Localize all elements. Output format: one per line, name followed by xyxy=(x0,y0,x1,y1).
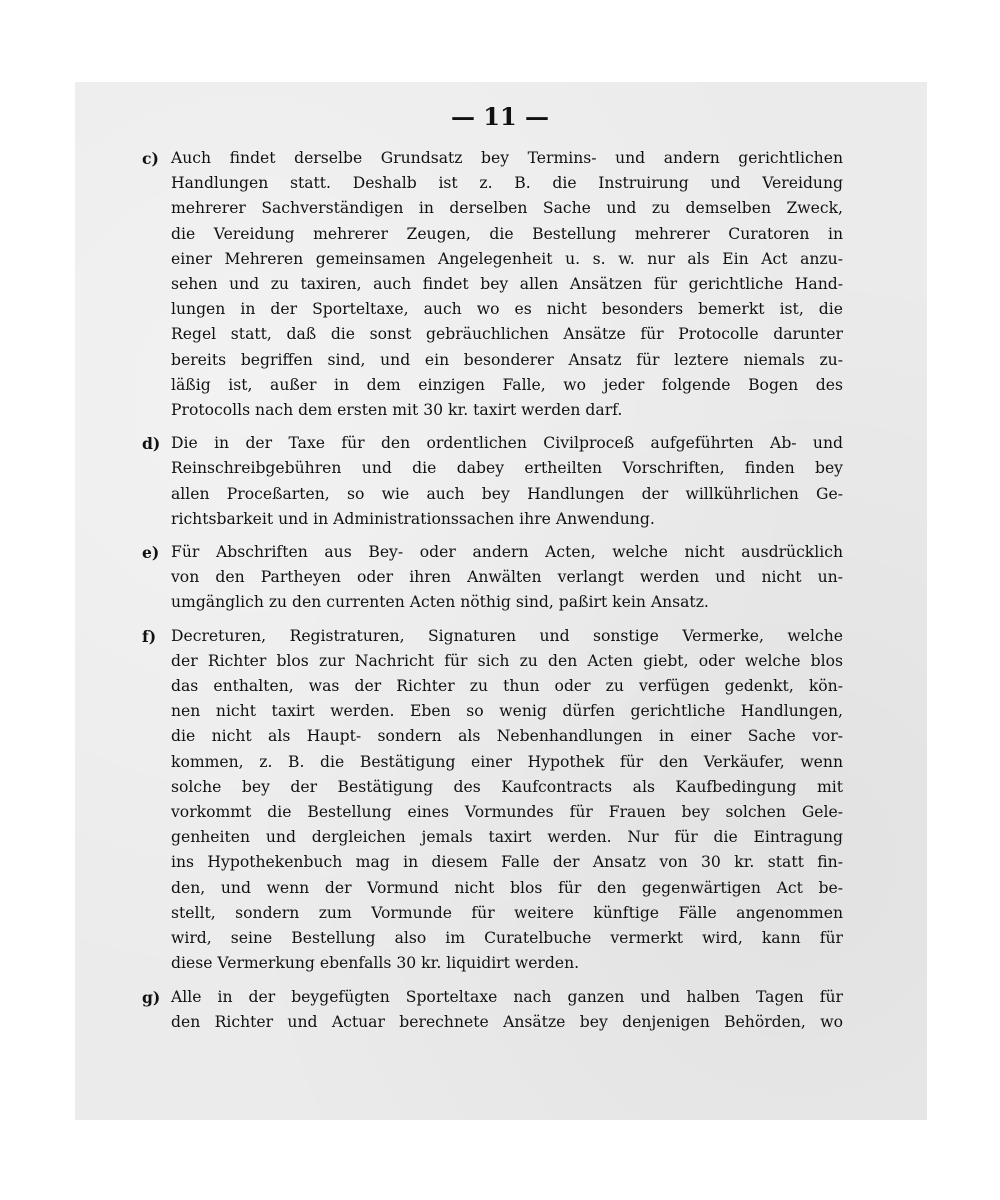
text-line: den Richter und Actuar berechnete Ansätze bey denjenigen Behörden, wo xyxy=(171,1012,843,1031)
text-line: umgänglich zu den currenten Acten nöthig sind, paßirt kein Ansatz. xyxy=(171,593,709,612)
text-line: Decreturen, Registraturen, Signaturen und sonstige Vermerke, welche xyxy=(171,626,843,645)
text-line: wird, seine Bestellung also im Curatelbuche vermerkt wird, kann für xyxy=(171,929,843,948)
text-line: die nicht als Haupt- sondern als Nebenhandlungen in einer Sache vor- xyxy=(171,727,843,746)
text-line: solche bey der Bestätigung des Kaufcontracts als Kaufbedingung mit xyxy=(171,777,843,796)
paragraph xyxy=(135,431,843,532)
paragraph-marker: d) xyxy=(142,434,161,454)
text-line: sehen und zu taxiren, auch findet bey allen Ansätzen für gerichtliche Hand- xyxy=(171,275,843,294)
text-line: das enthalten, was der Richter zu thun oder zu verfügen gedenkt, kön- xyxy=(171,677,843,696)
text-line: vorkommt die Bestellung eines Vormundes für Frauen bey solchen Gele- xyxy=(171,803,843,822)
paragraph xyxy=(135,146,843,423)
text-line: Protocolls nach dem ersten mit 30 kr. taxirt werden darf. xyxy=(171,401,623,420)
text-line: Handlungen statt. Deshalb ist z. B. die Instruirung und Vereidung xyxy=(171,174,843,193)
text-body xyxy=(135,146,843,1043)
text-line: Für Abschriften aus Bey- oder andern Acten, welche nicht ausdrücklich xyxy=(171,543,843,562)
text-line: mehrerer Sachverständigen in derselben Sache und zu demselben Zweck, xyxy=(171,199,843,218)
text-line: Auch findet derselbe Grundsatz bey Termins- und andern gerichtlichen xyxy=(171,149,843,167)
text-line: Regel statt, daß die sonst gebräuchlichen Ansätze für Protocolle darunter xyxy=(171,325,843,344)
page-number: — 11 — xyxy=(450,102,550,131)
text-line: bereits begriffen sind, und ein besonderer Ansatz für leztere niemals zu- xyxy=(171,350,843,369)
paragraph-marker: c) xyxy=(142,149,159,168)
text-line: den, und wenn der Vormund nicht blos für den gegenwärtigen Act be- xyxy=(171,878,843,897)
text-line: läßig ist, außer in dem einzigen Falle, wo jeder folgende Bogen des xyxy=(171,375,843,394)
text-line: Die in der Taxe für den ordentlichen Civilproceß aufgeführten Ab- und xyxy=(171,434,843,453)
text-line: ins Hypothekenbuch mag in diesem Falle der Ansatz von 30 kr. statt fin- xyxy=(171,853,843,872)
text-line: allen Proceßarten, so wie auch bey Handlungen der willkührlichen Ge- xyxy=(171,484,843,503)
text-line: von den Partheyen oder ihren Anwälten verlangt werden und nicht un- xyxy=(171,568,843,587)
text-line: lungen in der Sporteltaxe, auch wo es nicht besonders bemerkt ist, die xyxy=(171,300,843,319)
paragraph xyxy=(135,985,843,1035)
paragraph xyxy=(135,540,843,616)
text-line: Alle in der beygefügten Sporteltaxe nach ganzen und halben Tagen für xyxy=(171,987,843,1006)
paragraph-marker: g) xyxy=(142,987,161,1007)
paragraph xyxy=(135,624,843,977)
text-line: stellt, sondern zum Vormunde für weitere künftige Fälle angenommen xyxy=(171,903,843,922)
text-line: nen nicht taxirt werden. Eben so wenig dürfen gerichtliche Handlungen, xyxy=(171,702,843,721)
text-line: der Richter blos zur Nachricht für sich zu den Acten giebt, oder welche blos xyxy=(171,651,843,670)
text-line: einer Mehreren gemeinsamen Angelegenheit u. s. w. nur als Ein Act anzu- xyxy=(171,249,843,268)
text-line: diese Vermerkung ebenfalls 30 kr. liquidirt werden. xyxy=(171,954,580,973)
text-line: richtsbarkeit und in Administrationssachen ihre Anwendung. xyxy=(171,509,655,528)
paragraph-marker: e) xyxy=(142,543,160,563)
text-line: genheiten und dergleichen jemals taxirt werden. Nur für die Eintragung xyxy=(171,828,843,847)
text-line: Reinschreibgebühren und die dabey ertheilten Vorschriften, finden bey xyxy=(171,459,843,478)
paragraph-marker: f) xyxy=(142,626,157,646)
text-line: die Vereidung mehrerer Zeugen, die Bestellung mehrerer Curatoren in xyxy=(171,224,843,243)
text-line: kommen, z. B. die Bestätigung einer Hypothek für den Verkäufer, wenn xyxy=(171,752,843,771)
